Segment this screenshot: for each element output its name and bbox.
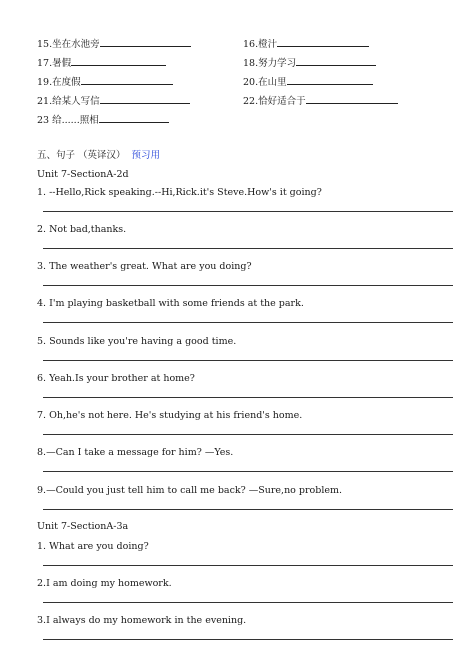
vocab-item — [243, 55, 376, 71]
vocab-label: 16.橙汁 — [243, 39, 278, 50]
answer-line[interactable] — [43, 602, 453, 603]
vocab-row — [0, 36, 474, 50]
vocab-item — [243, 93, 398, 109]
sentence-text: 8.—Can I take a message for him? —Yes. — [37, 447, 234, 458]
fill-blank[interactable] — [296, 55, 376, 66]
answer-line[interactable] — [43, 639, 453, 640]
vocab-row — [0, 112, 474, 126]
sentence-item — [37, 372, 437, 386]
sentence-text: 9.—Could you just tell him to call me back? —Sure,no problem. — [37, 485, 343, 496]
vocab-item — [37, 93, 190, 109]
sentence-text: 7. Oh,he's not here. He's studying at his friend's home. — [37, 410, 303, 421]
vocab-label: 20.在山里 — [243, 77, 287, 88]
answer-line[interactable] — [43, 211, 453, 212]
sentence-item — [37, 577, 437, 591]
unit-heading: Unit 7-SectionA-2d — [37, 169, 129, 180]
vocab-item — [37, 112, 169, 128]
fill-blank[interactable] — [81, 74, 173, 85]
sentence-item — [37, 335, 437, 349]
vocab-item — [37, 74, 173, 90]
sentence-text: 4. I'm playing basketball with some friends at the park. — [37, 298, 304, 309]
answer-line[interactable] — [43, 360, 453, 361]
fill-blank[interactable] — [100, 93, 190, 104]
answer-line[interactable] — [43, 248, 453, 249]
sentence-text: 1. What are you doing? — [37, 541, 149, 552]
answer-line[interactable] — [43, 397, 453, 398]
vocab-label: 17.暑假 — [37, 58, 72, 69]
section-heading — [37, 149, 160, 163]
unit-heading: Unit 7-SectionA-3a — [37, 521, 129, 532]
vocab-label: 15.坐在水池旁 — [37, 39, 100, 50]
vocab-row — [0, 55, 474, 69]
answer-line[interactable] — [43, 322, 453, 323]
sentence-text: 3. The weather's great. What are you doing? — [37, 261, 252, 272]
fill-blank[interactable] — [100, 36, 191, 47]
sentence-item — [37, 260, 437, 274]
answer-line[interactable] — [43, 471, 453, 472]
vocab-item — [37, 36, 191, 52]
fill-blank[interactable] — [71, 55, 166, 66]
sentence-text: 1. --Hello,Rick speaking.--Hi,Rick.it's Steve.How's it going? — [37, 187, 322, 198]
answer-line[interactable] — [43, 565, 453, 566]
sentence-item — [37, 186, 437, 200]
sentence-item — [37, 297, 437, 311]
fill-blank[interactable] — [306, 93, 398, 104]
answer-line[interactable] — [43, 434, 453, 435]
fill-blank[interactable] — [287, 74, 373, 85]
section-title: 五、句子 （英译汉） — [37, 150, 126, 161]
fill-blank[interactable] — [99, 112, 169, 123]
sentence-item — [37, 484, 437, 498]
sentence-item — [37, 614, 437, 628]
sentence-item — [37, 409, 437, 423]
sentence-item — [37, 446, 437, 460]
vocab-item — [37, 55, 166, 71]
vocab-item — [243, 74, 373, 90]
vocab-label: 23 给......照相 — [37, 115, 99, 126]
sentence-text: 3.I always do my homework in the evening. — [37, 615, 247, 626]
sentence-text: 2. Not bad,thanks. — [37, 224, 127, 235]
vocab-item — [243, 36, 369, 52]
answer-line[interactable] — [43, 285, 453, 286]
fill-blank[interactable] — [277, 36, 369, 47]
sentence-text: 5. Sounds like you're having a good time. — [37, 336, 237, 347]
sentence-text: 6. Yeah.Is your brother at home? — [37, 373, 195, 384]
sentence-item — [37, 540, 437, 554]
vocab-row — [0, 93, 474, 107]
vocab-label: 22.恰好适合于 — [243, 96, 306, 107]
sentence-text: 2.I am doing my homework. — [37, 578, 172, 589]
vocab-row — [0, 74, 474, 88]
answer-line[interactable] — [43, 509, 453, 510]
vocab-label: 21.给某人写信 — [37, 96, 100, 107]
section-note: 预习用 — [131, 150, 161, 161]
vocab-label: 19.在度假 — [37, 77, 81, 88]
vocab-label: 18.努力学习 — [243, 58, 297, 69]
sentence-item — [37, 223, 437, 237]
